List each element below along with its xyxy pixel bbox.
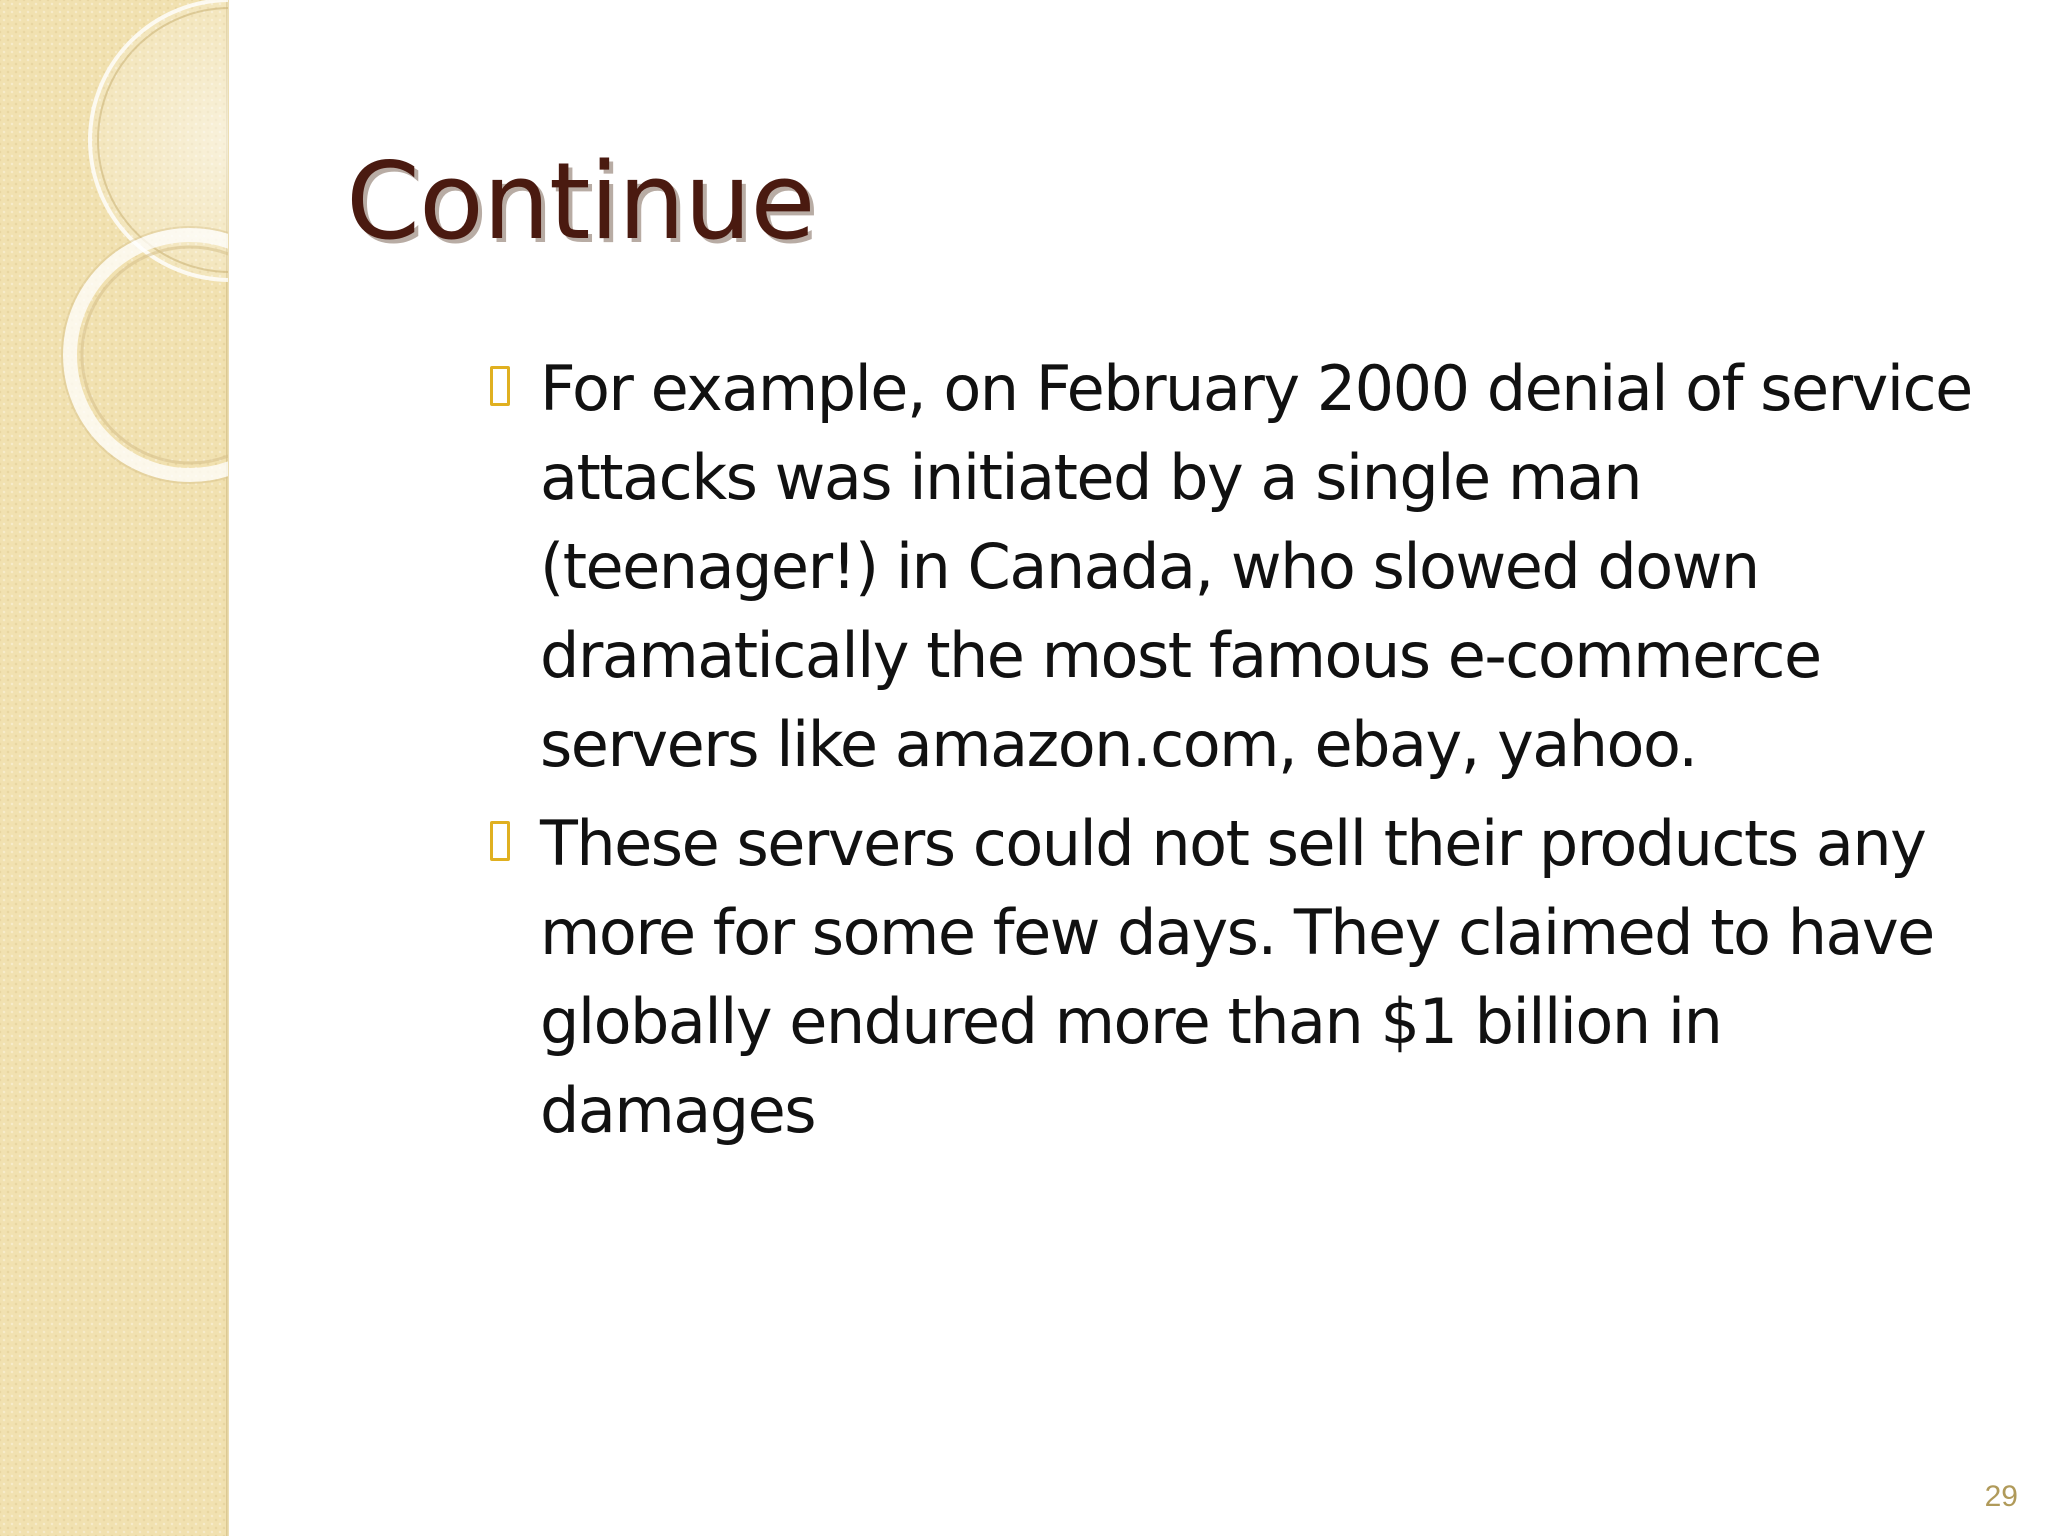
hollow-rectangle-bullet-icon <box>490 821 510 861</box>
bullet-text: These servers could not sell their products any more for some few days. They claimed to have globally endured more than $1 billion in damages <box>540 807 1934 1147</box>
bullet-item <box>490 799 1990 1155</box>
page-number: 29 <box>1984 1480 2018 1513</box>
bullet-item <box>490 344 1990 789</box>
slide-title: Continue <box>346 140 815 263</box>
decorative-rings-icon <box>0 0 228 520</box>
bullet-list <box>490 344 1990 1165</box>
bullet-text: For example, on February 2000 denial of service attacks was initiated by a single man (teenager!) in Canada, who slowed down dramatically the most famous e-commerce servers like amazon.com, ebay, yahoo. <box>540 352 1972 781</box>
hollow-rectangle-bullet-icon <box>490 366 510 406</box>
